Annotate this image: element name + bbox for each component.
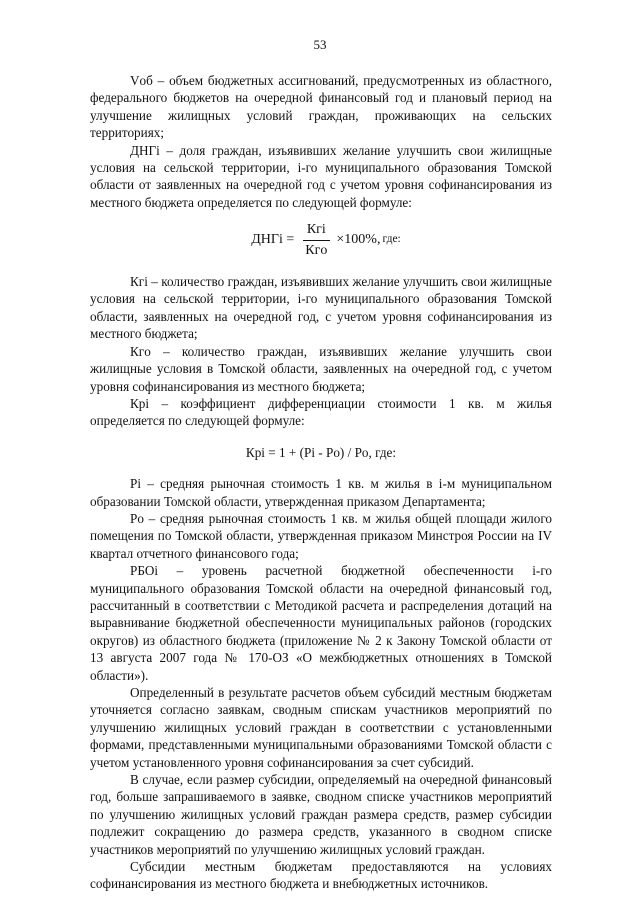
paragraph-kgi: Кгi – количество граждан, изъявивших желание улучшить свои жилищные условия на сельской территории, i-го муниципального образования Томской области, заявленных на очередной год, с учетом уровня софинансирования из местного бюджета;: [90, 274, 552, 342]
page-number: 53: [313, 37, 327, 52]
paragraph-subsidy-reduction: В случае, если размер субсидии, определяемый на очередной финансовый год, больше запрашиваемого в заявке, сводном списке участников мероприятий по улучшению жилищных условий граждан размера средств, размер субсидии подлежит сокращению до размера средств, указанного в сводном списке участников мероприятий по улучшению жилищных условий граждан.: [90, 772, 552, 857]
formula-dngi-rhs: ×100%,: [336, 232, 381, 248]
paragraph-vob: Vоб – объем бюджетных ассигнований, предусмотренных из областного, федерального бюджетов на очередной финансовый год и плановый период на улучшение жилищных условий граждан, проживающих на сельских территориях;: [90, 73, 552, 141]
formula-dngi-lhs: ДНГi =: [251, 232, 295, 248]
formula-dngi-fraction: [301, 221, 331, 259]
paragraph-rboi: РБОi – уровень расчетной бюджетной обеспеченности i-го муниципального образования Томской области на очередной финансовый год, рассчитанный в соответствии с Методикой расчета и распределения дотаций на выравнивание бюджетной обеспеченности муниципальных районов (городских округов) из областного бюджета (приложение № 2 к Закону Томской области от 13 августа 2007 года № 170-ОЗ «О межбюджетных отношениях в Томской области»).: [90, 563, 552, 683]
formula-dngi: [100, 221, 552, 259]
formula-kpi: Кpi = 1 + (Pi - Po) / Po, где:: [245, 444, 397, 460]
paragraph-dngi: ДНГi – доля граждан, изъявивших желание улучшить свои жилищные условия на сельской территории, i-го муниципального образования Томской области от заявленных на очередной год с учетом уровня софинансирования из местного бюджета определяется по следующей формуле:: [90, 142, 552, 210]
paragraph-kpi: Кpi – коэффициент дифференциации стоимости 1 кв. м жилья определяется по следующей формуле:: [90, 395, 552, 429]
paragraph-pi: Pi – средняя рыночная стоимость 1 кв. м жилья в i-м муниципальном образовании Томской области, утвержденная приказом Департамента;: [90, 476, 552, 509]
paragraph-kgo: Кгo – количество граждан, изъявивших желание улучшить свои жилищные условия в Томской области, заявленных на очередной год, с учетом уровня софинансирования из местного бюджета;: [90, 343, 552, 394]
paragraph-subsidy-volume: Определенный в результате расчетов объем субсидий местным бюджетам уточняется согласно заявкам, сводным спискам участников мероприятий по улучшению жилищных условий граждан в соответствии с установленными формами, представленными муниципальными образованиями Томской области с учетом установленного уровня софинансирования за счет субсидий.: [90, 685, 552, 770]
formula-dngi-denominator: Кгo: [305, 242, 328, 258]
formula-dngi-tail: где:: [382, 233, 401, 246]
paragraph-cofinancing: Субсидии местным бюджетам предоставляются на условиях софинансирования из местного бюджета и внебюджетных источников.: [90, 859, 552, 892]
document-body: [90, 72, 552, 893]
paragraph-po: Po – средняя рыночная стоимость 1 кв. м жилья общей площади жилого помещения по Томской области, утвержденная приказом Минстроя России на IV квартал отчетного финансового года;: [90, 510, 552, 561]
formula-dngi-numerator: Кгi: [303, 221, 330, 240]
